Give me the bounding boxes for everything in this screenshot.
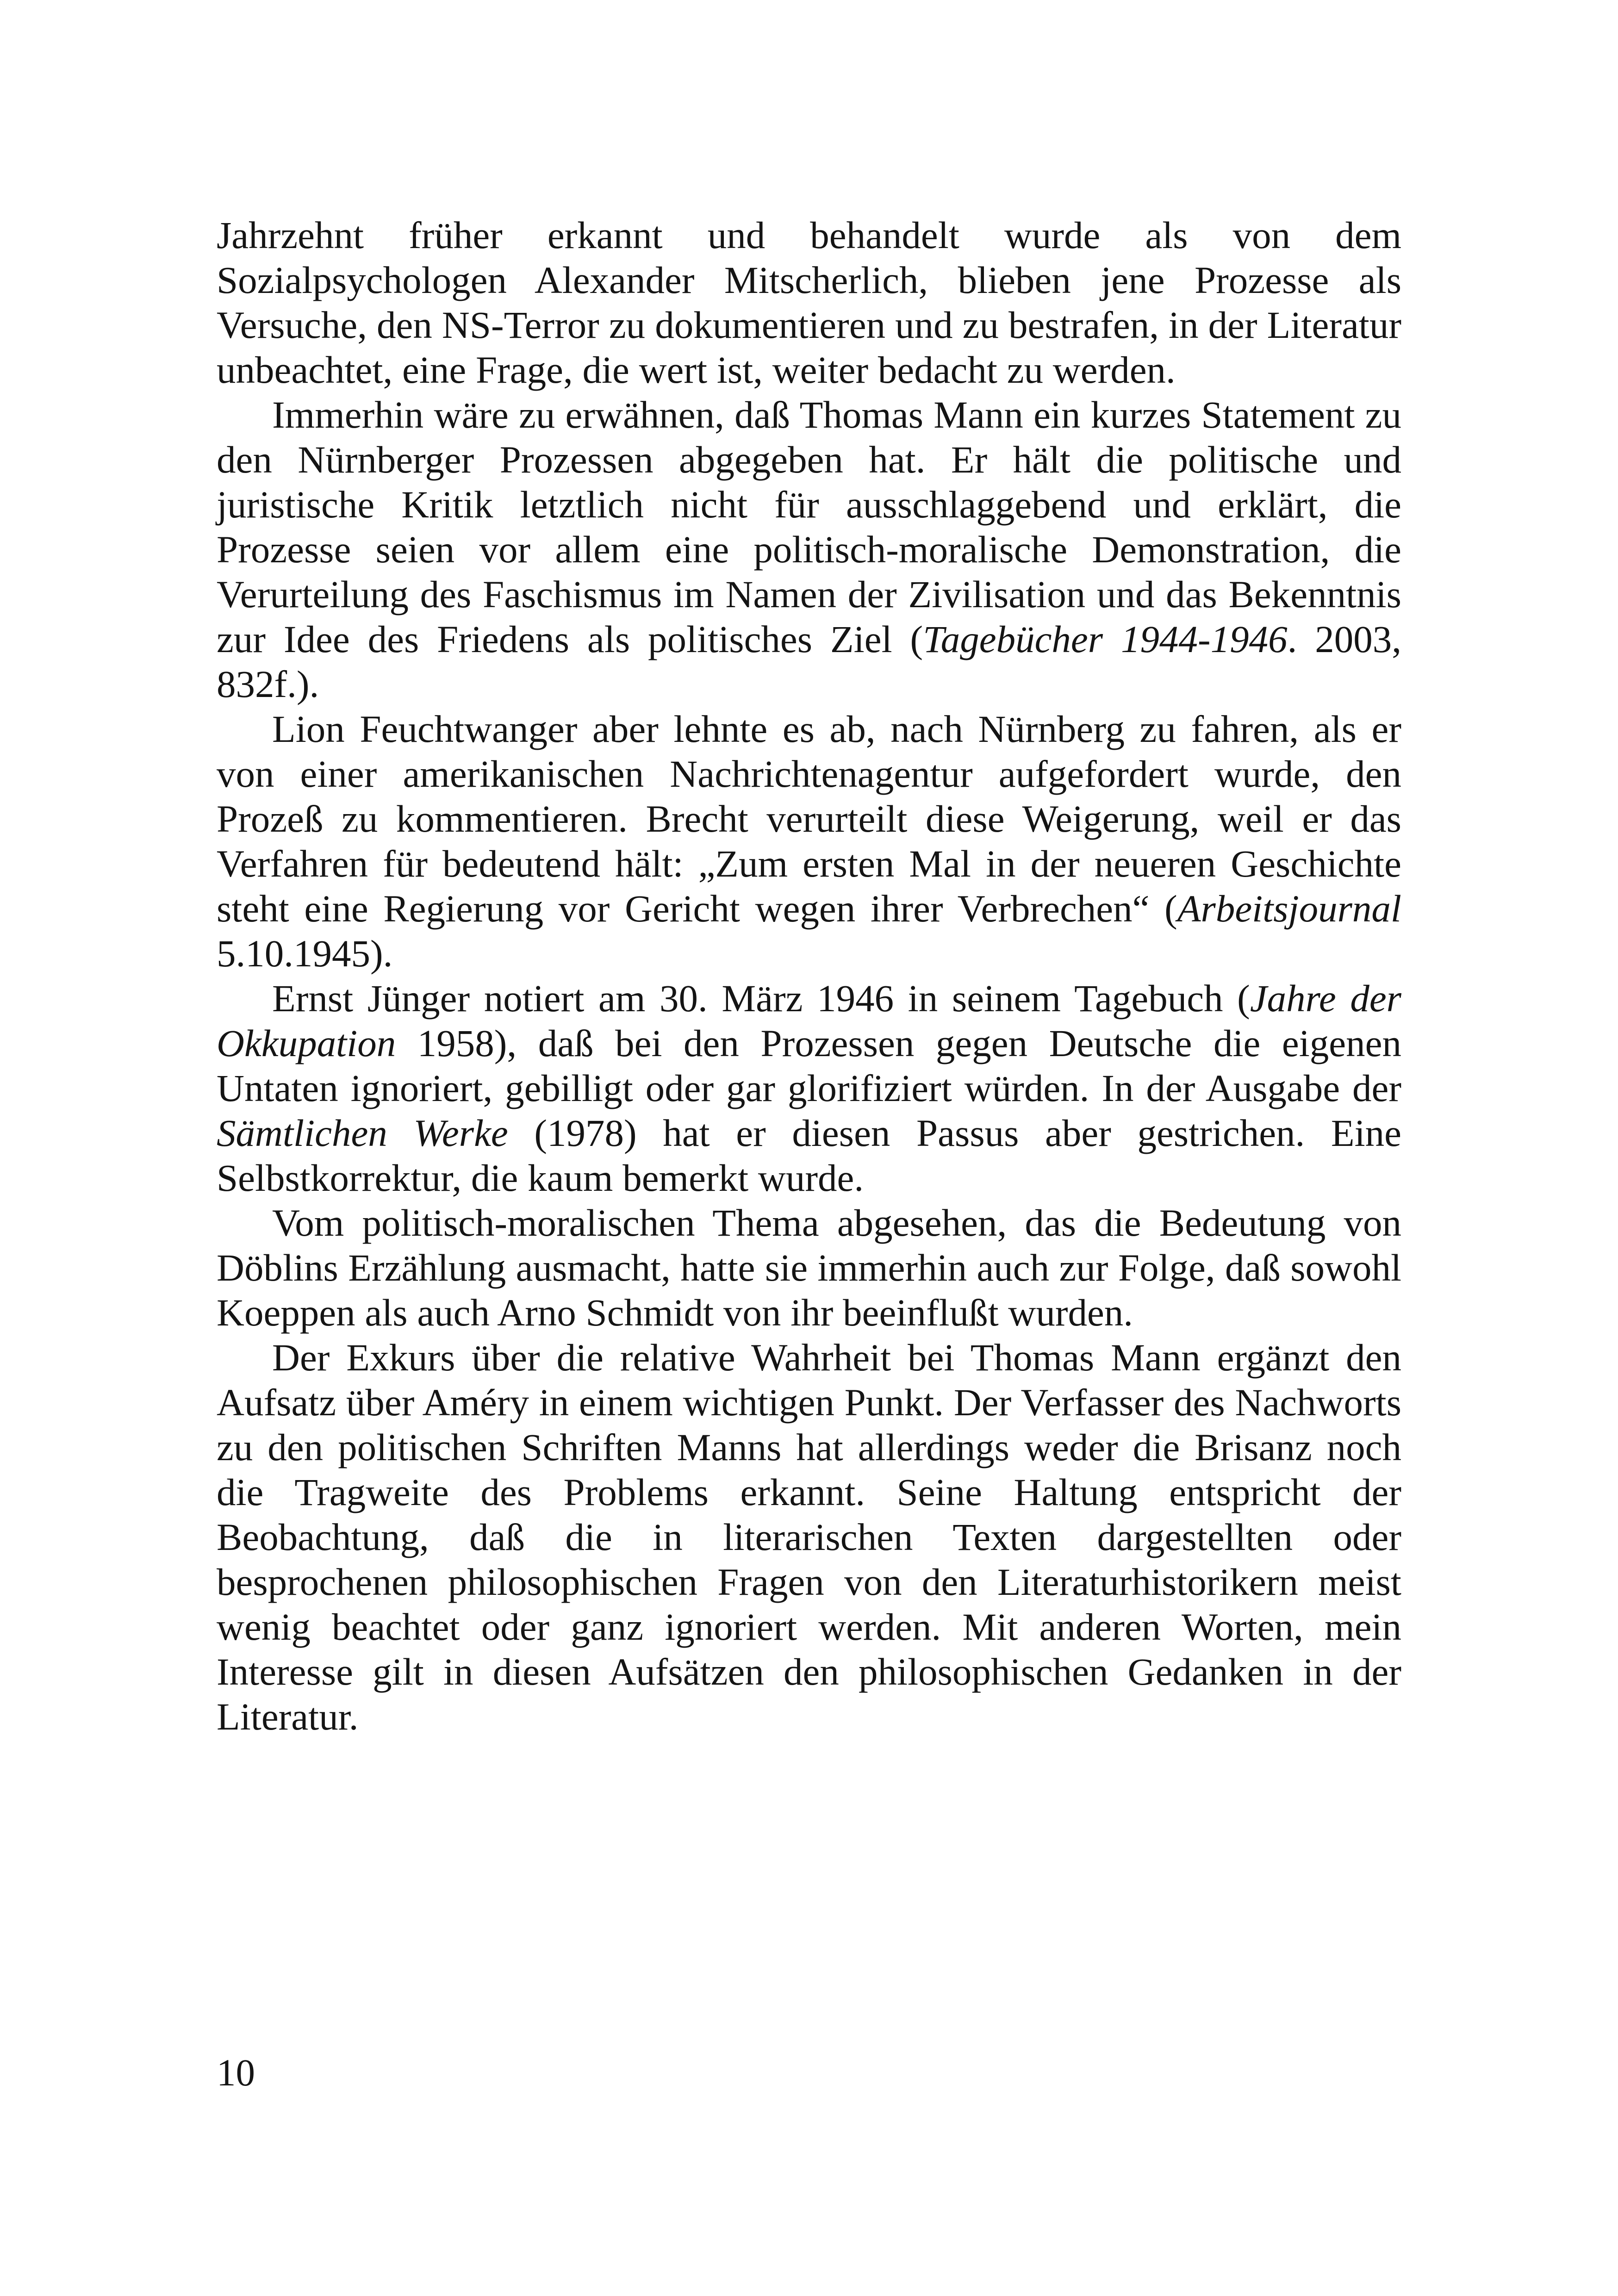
text-run: Vom politisch-moralischen Thema abgesehen, das die Bedeutung von Döblins Erzählung ausmacht, hatte sie immerhin auch zur Folge, daß sowohl Koeppen als auch Arno Schmidt von ihr beeinflußt wurden. (217, 1201, 1401, 1334)
text-run: Ernst Jünger notiert am 30. März 1946 in seinem Tagebuch ( (272, 977, 1250, 1020)
text-run: (1978) hat er diesen Passus aber gestrichen. Eine Selbstkorrektur, die kaum bemerkt wurde. (217, 1112, 1402, 1199)
text-run: Immerhin wäre zu erwähnen, daß Thomas Mann ein kurzes Statement zu den Nürnberger Prozessen abgegeben hat. Er hält die politische und juristische Kritik letztlich nicht für ausschlaggebend und erklärt, die Prozesse seien vor allem eine politisch-moralische Demonstration, die Verurteilung des Faschismus im Namen der Zivilisation und das Bekenntnis zur Idee des Friedens als politisches Ziel ( (217, 393, 1401, 660)
paragraph-p3 (217, 707, 1401, 976)
paragraph-p6 (217, 1335, 1401, 1739)
paragraph-p5 (217, 1201, 1401, 1335)
text-run: 5.10.1945). (217, 932, 393, 975)
paragraph-p2 (217, 392, 1401, 707)
italic-title: Arbeitsjournal (1177, 887, 1401, 930)
page-number: 10 (217, 2051, 255, 2094)
paragraph-p1 (217, 213, 1401, 392)
text-run: Lion Feuchtwanger aber lehnte es ab, nach Nürnberg zu fahren, als er von einer amerikanischen Nachrichtenagentur aufgefordert wurde, den Prozeß zu kommentieren. Brecht verurteilt diese Weigerung, weil er das Verfahren für bedeutend hält: „Zum ersten Mal in der neueren Geschichte steht eine Regierung vor Gericht wegen ihrer Verbrechen“ ( (217, 708, 1401, 930)
text-run: Jahrzehnt früher erkannt und behandelt wurde als von dem Sozialpsychologen Alexander Mitscherlich, blieben jene Prozesse als Versuche, den NS-Terror zu dokumentieren und zu bestrafen, in der Literatur unbeachtet, eine Frage, die wert ist, weiter bedacht zu werden. (217, 214, 1401, 391)
body-text (217, 213, 1401, 1739)
text-run: Der Exkurs über die relative Wahrheit bei Thomas Mann ergänzt den Aufsatz über Améry in einem wichtigen Punkt. Der Verfasser des Nachworts zu den politischen Schriften Manns hat allerdings weder die Brisanz noch die Tragweite des Problems erkannt. Seine Haltung entspricht der Beobachtung, daß die in literarischen Texten dargestellten oder besprochenen philosophischen Fragen von den Literaturhistorikern meist wenig beachtet oder ganz ignoriert werden. Mit anderen Worten, mein Interesse gilt in diesen Aufsätzen den philosophischen Gedanken in der Literatur. (217, 1336, 1401, 1738)
text-run: 1958), daß bei den Prozessen gegen Deutsche die eigenen Untaten ignoriert, gebilligt oder gar glorifiziert würden. In der Ausgabe der (217, 1022, 1401, 1109)
text-run: . 2003, 832f.). (217, 618, 1402, 705)
paragraph-p4 (217, 976, 1401, 1201)
italic-title: Jahre der Okkupation (217, 977, 1401, 1064)
italic-title: Tagebücher 1944-1946 (923, 618, 1288, 660)
italic-title: Sämtlichen Werke (217, 1112, 508, 1154)
